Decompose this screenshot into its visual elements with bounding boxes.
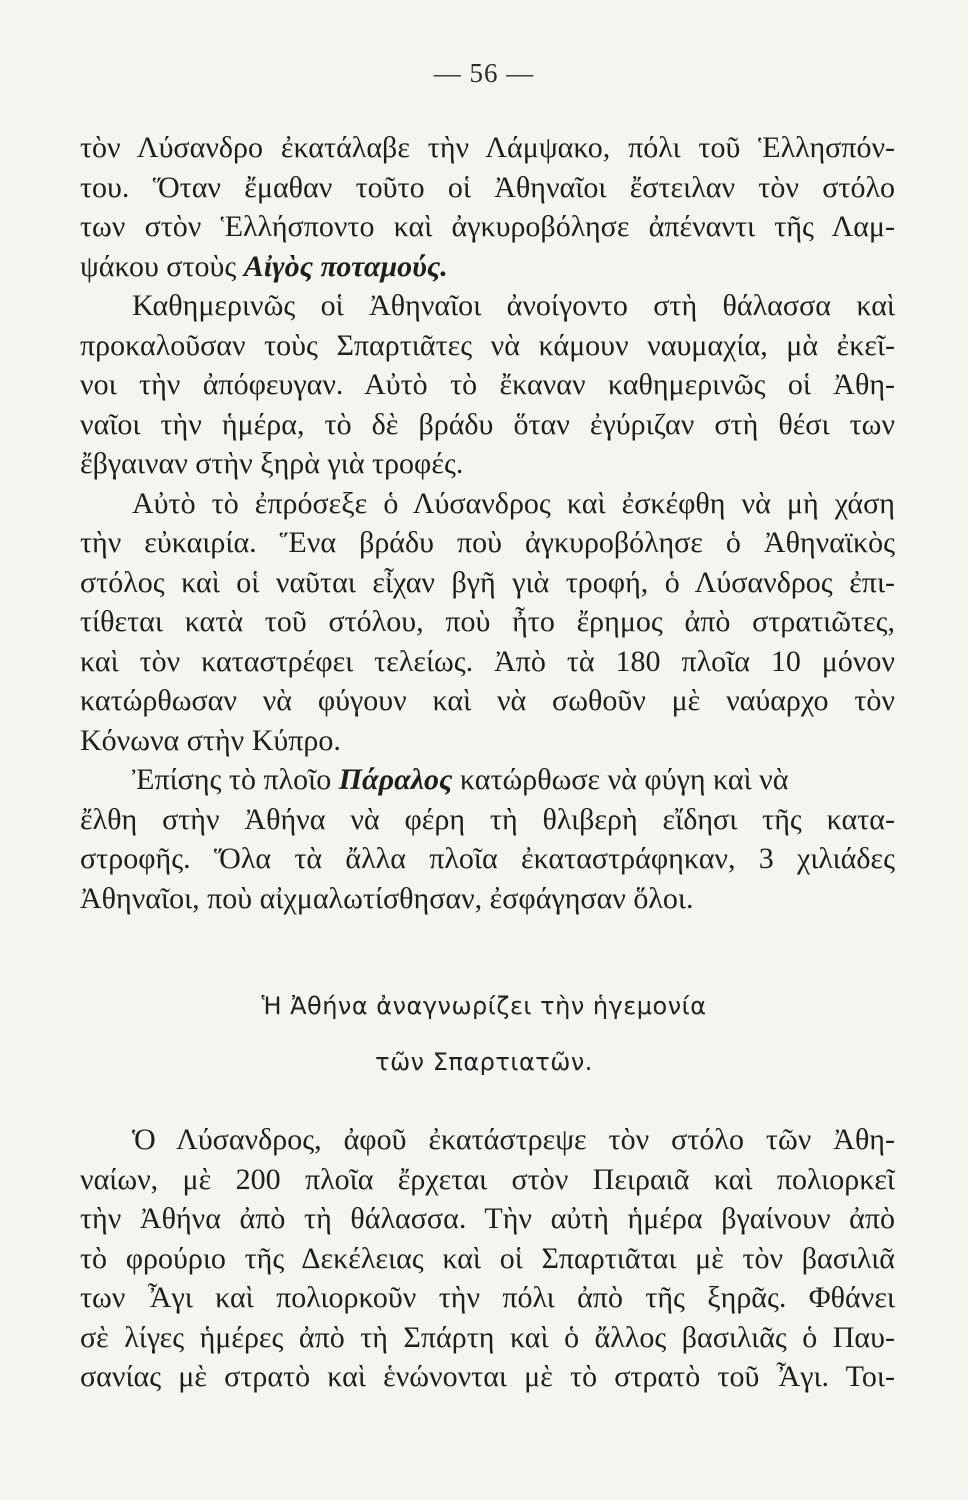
text-line: στροφῆς. Ὅλα τὰ ἄλλα πλοῖα ἐκαταστράφηκαν, 3 χιλιάδες [80,842,895,875]
text-line: καὶ τὸν καταστρέφει τελείως. Ἀπὸ τὰ 180 πλοῖα 10 μόνον [80,644,895,678]
text-line-start: ψάκου στοὺς [80,249,244,283]
text-line [80,247,895,287]
text-line: σὲ λίγες ἡμέρες ἀπὸ τὴ Σπάρτη καὶ ὁ ἄλλος βασιλιᾶς ὁ Παυ- [80,1320,895,1354]
page-number: — 56 — [433,58,535,88]
text-line: ἔλθη στὴν Ἀθήνα νὰ φέρη τὴ θλιβερὴ εἴδησι τῆς κατα- [80,802,895,836]
text-line: του. Ὅταν ἔμαθαν τοῦτο οἱ Ἀθηναῖοι ἔστειλαν τὸν στόλο [80,170,895,204]
text-line: των στὸν Ἑλλήσποντο καὶ ἀγκυροβόλησε ἀπέναντι τῆς Λαμ- [80,210,895,243]
text-line: Αὐτὸ τὸ ἐπρόσεξε ὁ Λύσανδρος καὶ ἐσκέφθη νὰ μὴ χάση [132,486,895,520]
text-line: Ἀθηναῖοι, ποὺ αἰχμαλωτίσθησαν, ἐσφάγησαν ὅλοι. [80,881,694,915]
text-line: ἔβγαιναν στὴν ξηρὰ γιὰ τροφές. [80,447,464,480]
text-line [80,760,895,800]
text-line: σανίας μὲ στρατὸ καὶ ἑνώνονται μὲ τὸ στρατὸ τοῦ Ἆγι. Τοι- [80,1360,895,1393]
text-line: τὴν εὐκαιρία. Ἕνα βράδυ ποὺ ἀγκυροβόλησε ὁ Ἀθηναϊκὸς [80,526,895,559]
text-line: των Ἆγι καὶ πολιορκοῦν τὴν πόλι ἀπὸ τῆς ξηρᾶς. Φθάνει [80,1281,895,1314]
text-line: Κόνωνα στὴν Κύπρο. [80,723,341,757]
text-line: Ὁ Λύσανδρος, ἀφοῦ ἐκατάστρεψε τὸν στόλο τῶν Ἀθη- [132,1123,895,1156]
section-heading-line-1: Ἡ Ἀθήνα ἀναγνωρίζει τὴν ἡγεμονία [261,992,707,1020]
text-line: ναίων, μὲ 200 πλοῖα ἔρχεται στὸν Πειραιᾶ καὶ πολιορκεῖ [80,1162,895,1196]
text-line: ναῖοι τὴν ἡμέρα, τὸ δὲ βράδυ ὅταν ἐγύριζαν στὴ θέσι των [80,407,895,441]
text-line: Καθημερινῶς οἱ Ἀθηναῖοι ἀνοίγοντο στὴ θάλασσα καὶ [132,289,895,322]
text-line: τὸ φρούριο τῆς Δεκέλειας καὶ οἱ Σπαρτιᾶται μὲ τὸν βασιλιᾶ [80,1241,895,1275]
section-heading-line-2: τῶν Σπαρτιατῶν. [375,1048,593,1076]
emphasis-paralos: Πάραλος [338,763,453,796]
emphasis-aigos-potamous: Αἰγὸς ποταμούς. [243,249,448,283]
text-line-end: κατώρθωσε νὰ φύγη καὶ νὰ [452,763,789,796]
text-line: νοι τὴν ἀπόφευγαν. Αὐτὸ τὸ ἔκαναν καθημερινῶς οἱ Ἀθη- [80,368,895,401]
text-line: τὴν Ἀθήνα ἀπὸ τὴ θάλασσα. Τὴν αὐτὴ ἡμέρα βγαίνουν ἀπὸ [80,1202,895,1235]
text-line: τὸν Λύσανδρο ἐκατάλαβε τὴν Λάμψακο, πόλι τοῦ Ἑλλησπόν- [80,131,895,164]
text-line: κατώρθωσαν νὰ φύγουν καὶ νὰ σωθοῦν μὲ ναύαρχο τὸν [80,684,895,717]
second-text-block [80,1120,895,1397]
text-line: στόλος καὶ οἱ ναῦται εἶχαν βγῆ γιὰ τροφή, ὁ Λύσανδρος ἐπι- [80,565,895,599]
text-line: προκαλοῦσαν τοὺς Σπαρτιᾶτες νὰ κάμουν ναυμαχία, μὰ ἐκεῖ- [80,328,895,362]
text-line: τίθεται κατὰ τοῦ στόλου, ποὺ ἦτο ἔρημος ἀπὸ στρατιῶτες, [80,605,895,638]
text-line-start: Ἐπίσης τὸ πλοῖο [132,763,339,796]
main-text-block [80,128,895,918]
